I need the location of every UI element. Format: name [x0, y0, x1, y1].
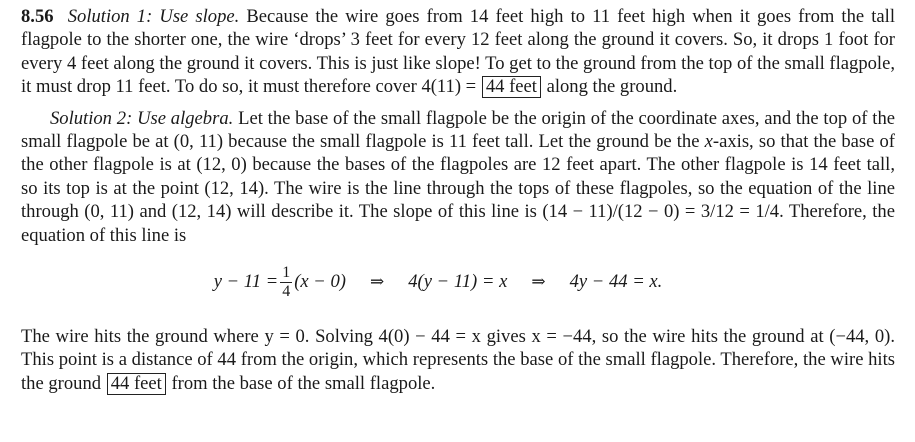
solution-2-paragraph [21, 107, 895, 247]
solution-1-paragraph [21, 5, 895, 99]
conclusion-text-c: so the wire hits the ground at (−44, 0). This point is a distance of 44 from the origin, which represents the base of the small flagpole. Therefore, the wire hits the ground [21, 326, 895, 394]
equation-rhs: (x − 0) [294, 271, 346, 293]
equation-fraction [280, 264, 292, 301]
fraction-denominator: 4 [282, 282, 291, 300]
solution-2-heading: Solution 2: Use algebra. [50, 107, 234, 129]
equation-lhs: y − 11 = [213, 271, 279, 293]
solution-2-answer-box: 44 feet [107, 373, 166, 395]
display-equation [21, 251, 895, 313]
implies-arrow-2: ⇒ [531, 272, 546, 292]
conclusion-paragraph [21, 325, 895, 395]
conclusion-tail: from the base of the small flagpole. [171, 372, 436, 394]
solution-1-body: Because the wire goes from 14 feet high to 11 feet high when it goes from the tall flagpole to the shorter one, the wire ‘drops’ 3 feet for every 12 feet along the ground it covers. So, it drops 1 foot for every 4 feet along the ground it covers. This is just like slope! To get to the ground from the top of the small flagpole, it must drop 11 feet. To do so, it must therefore cover 4(11) = [21, 6, 895, 98]
problem-number: 8.56 [21, 6, 54, 27]
solution-1-tail: along the ground. [546, 76, 678, 98]
x-axis-variable: x [704, 131, 713, 153]
fraction-numerator: 1 [282, 263, 291, 281]
solution-2-text-2: -axis, so that the base of the other flagpole is at (12, 0) because the bases of the flagpoles are 12 feet apart. The other flagpole is 14 feet tall, so its top is at the point (12, 14). The wire is the line through the tops of these flagpoles, so the equation of the line through (0, 11) and (12, 14) will describe it. The slope of this line is (14 − 11)/(12 − 0) = 3/12 = 1/4. Therefore, the equation of this line is [21, 131, 895, 246]
implies-arrow-1: ⇒ [369, 272, 385, 292]
equation-final: 4y − 44 = x. [569, 271, 663, 293]
solution-2-text-1: Let the base of the small flagpole be the origin of the coordinate axes, and the top of the small flagpole be at (0, 11) because the small flagpole is 11 feet tall. Let the ground be the [21, 107, 895, 153]
solution-1-heading: Solution 1: Use slope. [67, 6, 240, 27]
conclusion-text-a: The wire hits the ground where [21, 326, 259, 348]
solution-1-answer-box: 44 feet [482, 76, 541, 98]
conclusion-text-b: y = 0. Solving 4(0) − 44 = x gives x = −44, [264, 326, 597, 348]
equation-middle: 4(y − 11) = x [408, 271, 508, 293]
